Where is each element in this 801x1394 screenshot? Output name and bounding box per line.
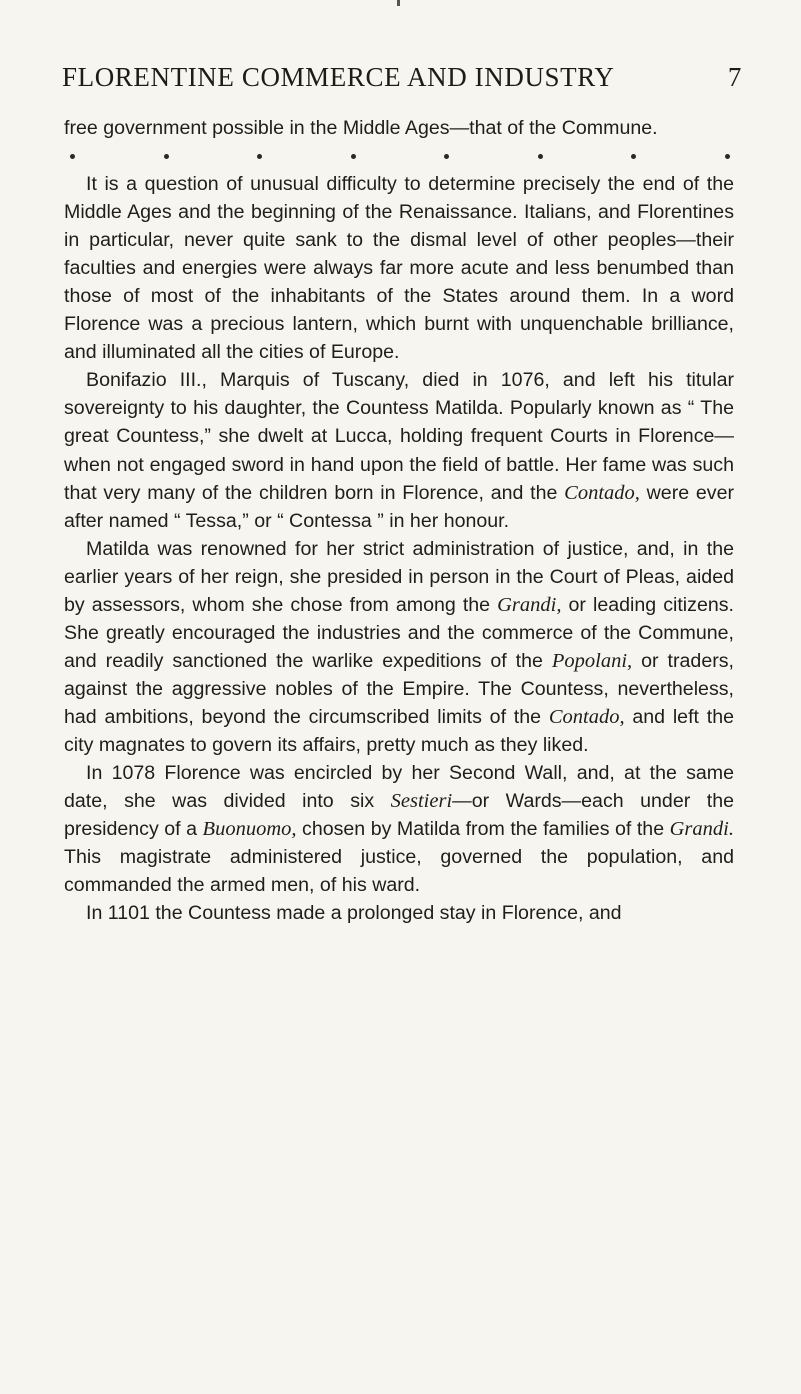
text-run: This magistrate administered justice, governed the population, and commanded the armed men, of his ward. (64, 846, 734, 897)
ellipsis-dot (164, 154, 169, 159)
italic-term: Buonuomo, (202, 818, 297, 841)
running-header (62, 62, 742, 93)
text-run: or leading citizens. She greatly encouraged the industries and the commerce of the Commune, and readily sanctioned the warlike expeditions of the (64, 593, 734, 672)
ellipsis-dot (725, 154, 730, 159)
text-run: In 1101 the Countess made a prolonged stay in Florence, and (86, 902, 622, 925)
paragraph-bonifazio (64, 366, 734, 534)
text-run: It is a question of unusual difficulty to determine precisely the end of the Middle Ages and the beginning of the Renaissance. Italians, and Florentines in particular, never quite sank to the dismal level of other peoples—their faculties and energies were always far more acute and less benumbed than those of most of the inhabitants of the States around them. In a word Florence was a precious lantern, which burnt with unquenchable brilliance, and illuminated all the cities of Europe. (64, 173, 734, 364)
italic-term: Contado, (564, 481, 640, 504)
page-number: 7 (727, 62, 742, 92)
body-text (64, 114, 734, 927)
ellipsis-dot (351, 154, 356, 159)
text-run: —or Wards—each under the presidency of a (64, 790, 734, 841)
italic-term: Popolani, (551, 649, 633, 672)
ellipsis-dot (257, 154, 262, 159)
text-run: or traders, against the aggressive nobles of the Empire. The Countess, nevertheless, had ambitions, beyond the circumscribed limits of the (64, 649, 734, 728)
text-run: were ever after named “ Tessa,” or “ Contessa ” in her honour. (64, 481, 734, 532)
running-title: FLORENTINE COMMERCE AND INDUSTRY (62, 62, 615, 92)
paragraph-matilda-justice (64, 535, 734, 759)
paragraph-continuation (64, 114, 734, 142)
italic-term: Sestieri (390, 790, 453, 813)
text-run: In 1078 Florence was encircled by her Second Wall, and, at the same date, she was divided into six (64, 762, 734, 813)
text-run: and left the city magnates to govern its affairs, pretty much as they liked. (64, 705, 734, 756)
paragraph-second-wall (64, 759, 734, 899)
ellipsis-dot (444, 154, 449, 159)
ellipsis-dot (631, 154, 636, 159)
italic-term: Contado, (548, 705, 625, 728)
italic-term: Grandi, (497, 593, 562, 616)
paragraph-renaissance (64, 170, 734, 366)
text-run: Matilda was renowned for her strict administration of justice, and, in the earlier years of her reign, she presided in person in the Court of Pleas, aided by assessors, whom she chose from among the (64, 537, 734, 616)
text-run: Bonifazio III., Marquis of Tuscany, died in 1076, and left his titular sovereignty to his daughter, the Countess Matilda. Popularly known as “ The great Countess,” she dwelt at Lucca, holding frequent Courts in Florence—when not engaged sword in hand upon the field of battle. Her fame was such that very many of the children born in Florence, and the (64, 369, 734, 504)
ellipsis-dot (538, 154, 543, 159)
text-run: free government possible in the Middle Ages—that of the Commune. (64, 117, 658, 139)
top-edge-mark (397, 0, 400, 6)
ellipsis-separator (64, 142, 734, 170)
ellipsis-dot (70, 154, 75, 159)
italic-term: Grandi. (669, 818, 734, 841)
text-run: chosen by Matilda from the families of the (296, 818, 670, 841)
paragraph-countess-stay (64, 899, 734, 927)
